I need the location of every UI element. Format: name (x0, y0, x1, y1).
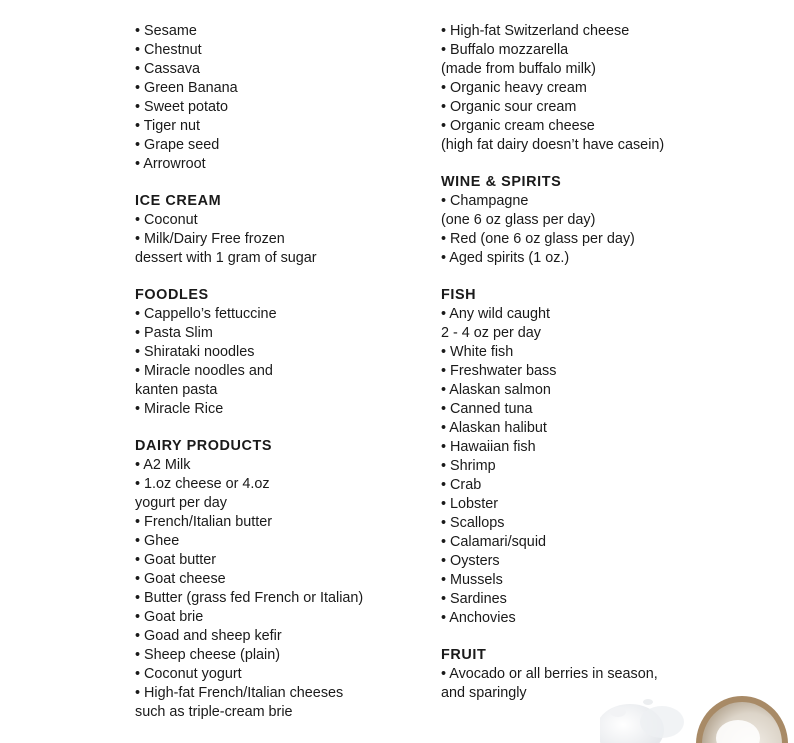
list-item: kanten pasta (135, 382, 218, 398)
list-item: • Organic cream cheese (441, 118, 595, 134)
list-item: • Any wild caught (441, 306, 551, 322)
list-item: • Coconut yogurt (135, 666, 242, 682)
coconut-bowl-photo-icon (600, 672, 794, 743)
list-item: • Hawaiian fish (441, 439, 536, 455)
list-item: • Milk/Dairy Free frozen (135, 231, 285, 247)
right-column (441, 22, 701, 703)
list-item: • High-fat Switzerland cheese (441, 23, 630, 39)
list-item: and sparingly (441, 685, 527, 701)
list-item: • Red (one 6 oz glass per day) (441, 231, 635, 247)
list-item: • High-fat French/Italian cheeses (135, 685, 344, 701)
list-item: • Grape seed (135, 137, 220, 153)
list-item: • A2 Milk (135, 457, 191, 473)
list-item: such as triple-cream brie (135, 704, 293, 720)
left-column (135, 22, 435, 722)
section-heading: FRUIT (441, 647, 487, 663)
list-item: • Miracle Rice (135, 401, 224, 417)
list-item: • Butter (grass fed French or Italian) (135, 590, 364, 606)
list-item: • Shirataki noodles (135, 344, 255, 360)
list-item: • Buffalo mozzarella (441, 42, 569, 58)
list-item: • Oysters (441, 553, 500, 569)
section-gap (135, 419, 435, 437)
list-item: • Goat brie (135, 609, 204, 625)
list-item: • Mussels (441, 572, 503, 588)
list-item: • Freshwater bass (441, 363, 557, 379)
list-item: • Pasta Slim (135, 325, 213, 341)
section-gap (441, 268, 701, 286)
list-item: • Miracle noodles and (135, 363, 273, 379)
list-item: • Goat cheese (135, 571, 226, 587)
list-item: • Alaskan salmon (441, 382, 551, 398)
list-item: • Crab (441, 477, 482, 493)
list-item: • Organic sour cream (441, 99, 577, 115)
list-item: • Aged spirits (1 oz.) (441, 250, 570, 266)
list-item: (one 6 oz glass per day) (441, 212, 596, 228)
list-item: • Goad and sheep kefir (135, 628, 282, 644)
list-item: • Sheep cheese (plain) (135, 647, 281, 663)
list-item: • Calamari/squid (441, 534, 547, 550)
list-item: • Cassava (135, 61, 201, 77)
section-heading: FISH (441, 287, 477, 303)
list-item: • Avocado or all berries in season, (441, 666, 658, 682)
list-item: • Organic heavy cream (441, 80, 587, 96)
list-item: • Sweet potato (135, 99, 229, 115)
section-gap (441, 155, 701, 173)
section-gap (441, 628, 701, 646)
list-item: • Sardines (441, 591, 507, 607)
list-item: • Chestnut (135, 42, 202, 58)
list-item: • 1.oz cheese or 4.oz (135, 476, 270, 492)
list-item: • Scallops (441, 515, 505, 531)
list-item: • Tiger nut (135, 118, 201, 134)
list-item: 2 - 4 oz per day (441, 325, 541, 341)
list-item: • Champagne (441, 193, 529, 209)
list-item: yogurt per day (135, 495, 227, 511)
list-item: • Arrowroot (135, 156, 206, 172)
section-gap (135, 268, 435, 286)
list-item: • Alaskan halibut (441, 420, 547, 436)
list-item: • French/Italian butter (135, 514, 273, 530)
section-heading: FOODLES (135, 287, 209, 303)
section-heading: DAIRY PRODUCTS (135, 438, 273, 454)
list-item: • Goat butter (135, 552, 217, 568)
list-item: • Shrimp (441, 458, 496, 474)
list-item: • Canned tuna (441, 401, 533, 417)
list-item: • Lobster (441, 496, 499, 512)
list-item: • Anchovies (441, 610, 516, 626)
list-item: (high fat dairy doesn’t have casein) (441, 137, 665, 153)
section-heading: WINE & SPIRITS (441, 174, 562, 190)
list-item: dessert with 1 gram of sugar (135, 250, 317, 266)
list-item: • Sesame (135, 23, 197, 39)
list-item: • Cappello’s fettuccine (135, 306, 277, 322)
section-gap (135, 174, 435, 192)
list-item: (made from buffalo milk) (441, 61, 596, 77)
list-item: • Ghee (135, 533, 180, 549)
section-heading: ICE CREAM (135, 193, 222, 209)
list-item: • Green Banana (135, 80, 238, 96)
list-item: • Coconut (135, 212, 198, 228)
list-item: • White fish (441, 344, 514, 360)
